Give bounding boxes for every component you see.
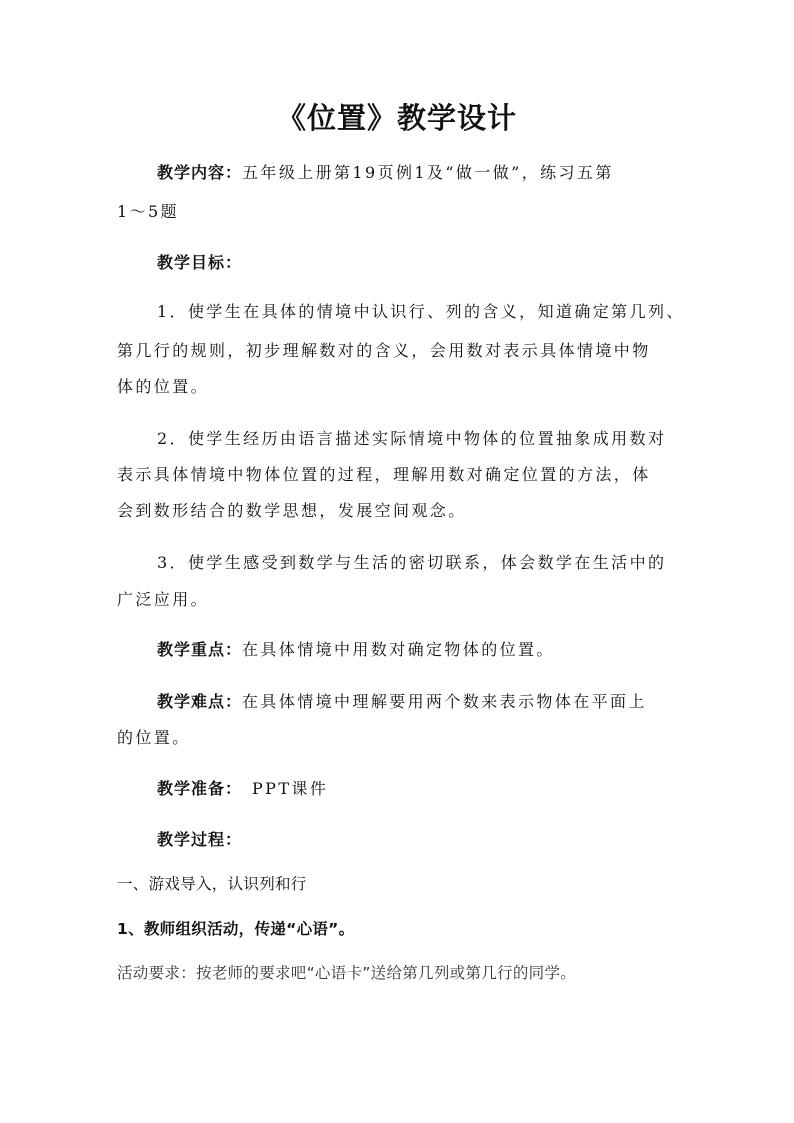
content-label: 教学内容： xyxy=(157,163,243,182)
content-line-2: 1～5题 xyxy=(117,202,179,221)
step-heading-1: 1、教师组织活动，传递“心语”。 xyxy=(117,920,355,938)
goal-3-line-2: 广泛应用。 xyxy=(117,590,210,609)
process-label: 教学过程： xyxy=(157,830,243,849)
content-text: 五年级上册第19页例1及“做一做”，练习五第 xyxy=(242,163,614,182)
goal-1-line-3: 体的位置。 xyxy=(117,377,210,396)
goal-3-line-1: 3．使学生感受到数学与生活的密切联系，体会数学在生活中的 xyxy=(157,553,667,572)
preparation-line xyxy=(157,776,328,799)
goal-2-line-2: 表示具体情境中物体位置的过程，理解用数对确定位置的方法，体 xyxy=(117,465,651,484)
key-point-line xyxy=(157,637,555,660)
section-heading-1: 一、游戏导入，认识列和行 xyxy=(117,875,307,893)
key-point-label: 教学重点： xyxy=(157,640,243,659)
activity-requirement: 活动要求：按老师的要求吧“心语卡”送给第几列或第几行的同学。 xyxy=(117,964,577,982)
goal-1-line-1: 1．使学生在具体的情境中认识行、列的含义，知道确定第几列、 xyxy=(157,302,685,321)
difficulty-text: 在具体情境中理解要用两个数来表示物体在平面上 xyxy=(242,692,647,711)
preparation-label: 教学准备： xyxy=(157,779,243,798)
goal-2-line-1: 2．使学生经历由语言描述实际情境中物体的位置抽象成用数对 xyxy=(157,429,667,448)
goal-1-line-2: 第几行的规则，初步理解数对的含义，会用数对表示具体情境中物 xyxy=(117,341,651,360)
key-point-text: 在具体情境中用数对确定物体的位置。 xyxy=(242,640,555,659)
goals-label: 教学目标： xyxy=(157,253,243,272)
content-line-1 xyxy=(157,160,614,183)
preparation-text: PPT课件 xyxy=(252,779,329,798)
difficulty-line-1 xyxy=(157,689,647,712)
difficulty-label: 教学难点： xyxy=(157,692,243,711)
goal-2-line-3: 会到数形结合的数学思想，发展空间观念。 xyxy=(117,501,467,520)
difficulty-line-2: 的位置。 xyxy=(117,728,191,747)
document-title: 《位置》教学设计 xyxy=(276,101,517,135)
